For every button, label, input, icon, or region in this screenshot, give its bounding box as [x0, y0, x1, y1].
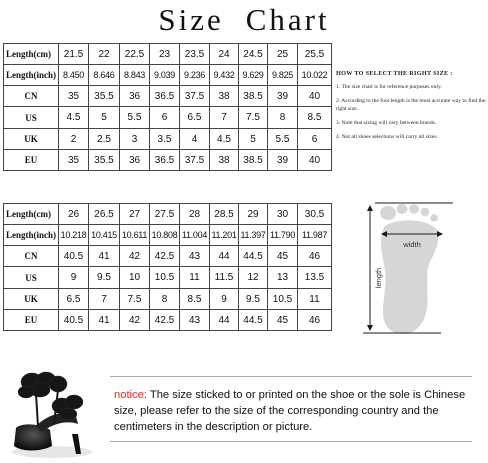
table-cell: 30.5: [298, 204, 332, 225]
table-cell: 11.004: [180, 225, 210, 246]
table-cell: 9: [59, 267, 89, 289]
foot-measurement-diagram: [345, 200, 485, 340]
length-label: length: [374, 267, 383, 289]
table-cell: 44: [210, 310, 239, 331]
table-cell: 35: [59, 150, 89, 171]
table-cell: 10.5: [150, 267, 180, 289]
platform-sandal-image: [2, 364, 112, 462]
table-cell: 36.5: [150, 150, 180, 171]
table-row: [4, 65, 332, 86]
table-cell: 44: [210, 246, 239, 267]
table-cell: 11.201: [210, 225, 239, 246]
table-cell: 9.039: [150, 65, 180, 86]
table-cell: 10.808: [150, 225, 180, 246]
table-cell: 22: [89, 44, 120, 65]
table-cell: 37.5: [180, 86, 210, 107]
table-row: [4, 129, 332, 150]
table-cell: 38.5: [239, 150, 268, 171]
table-cell: 23.5: [180, 44, 210, 65]
tip-item: 3. Note that sizing will vary between brands.: [336, 119, 437, 126]
row-label: CN: [4, 246, 59, 267]
table-row: [4, 225, 332, 246]
table-cell: 28.5: [210, 204, 239, 225]
table-cell: 26: [59, 204, 89, 225]
table-cell: 25: [268, 44, 298, 65]
row-label: Length(inch): [4, 65, 59, 86]
table-cell: 43: [180, 246, 210, 267]
table-row: [4, 289, 332, 310]
table-cell: 8: [268, 107, 298, 129]
table-cell: 11.5: [210, 267, 239, 289]
table-cell: 25.5: [298, 44, 332, 65]
row-label: Length(cm): [4, 44, 59, 65]
table-cell: 4.5: [59, 107, 89, 129]
table-cell: 37.5: [180, 150, 210, 171]
table-cell: 8: [150, 289, 180, 310]
table-cell: 23: [150, 44, 180, 65]
table-cell: 9.432: [210, 65, 239, 86]
table-cell: 38: [210, 150, 239, 171]
table-cell: 5: [239, 129, 268, 150]
table-cell: 9.236: [180, 65, 210, 86]
table-cell: 36: [120, 86, 150, 107]
row-label: UK: [4, 289, 59, 310]
table-cell: 40: [298, 86, 332, 107]
table-cell: 42.5: [150, 246, 180, 267]
table-cell: 35.5: [89, 150, 120, 171]
table-cell: 4.5: [210, 129, 239, 150]
table-cell: 13.5: [298, 267, 332, 289]
table-cell: 6: [298, 129, 332, 150]
tip-item: 4. Not all shoes selections will carry all sizes.: [336, 134, 438, 141]
title-word-size: Size: [158, 2, 224, 37]
table-cell: 41: [89, 310, 120, 331]
table-cell: 10.415: [89, 225, 120, 246]
width-label: width: [403, 240, 421, 249]
table-cell: 11: [180, 267, 210, 289]
table-cell: 6: [150, 107, 180, 129]
table-cell: 43: [180, 310, 210, 331]
table-cell: 39: [268, 86, 298, 107]
row-label: US: [4, 267, 59, 289]
table-cell: 4: [180, 129, 210, 150]
title-word-chart: Chart: [245, 2, 330, 37]
notice-body: The size sticked to or printed on the shoe or the sole is Chinese size, please refer to the size of the corresponding country and the centimeters in the description or picture.: [114, 389, 466, 433]
table-cell: 27.5: [150, 204, 180, 225]
table-cell: 30: [268, 204, 298, 225]
size-table-2: [3, 203, 332, 331]
table-cell: 2.5: [89, 129, 120, 150]
table-cell: 8.843: [120, 65, 150, 86]
table-cell: 13: [268, 267, 298, 289]
row-label: US: [4, 107, 59, 129]
tip-item: 1. The size chart is for reference purposes only.: [336, 84, 442, 91]
table-cell: 6.5: [59, 289, 89, 310]
table-cell: 42: [120, 246, 150, 267]
table-cell: 5.5: [268, 129, 298, 150]
table-cell: 27: [120, 204, 150, 225]
table-row: [4, 267, 332, 289]
table-cell: 42.5: [150, 310, 180, 331]
table-cell: 7: [89, 289, 120, 310]
row-label: CN: [4, 86, 59, 107]
table-cell: 39: [268, 150, 298, 171]
table-cell: 11.790: [268, 225, 298, 246]
table-cell: 8.450: [59, 65, 89, 86]
table-row: [4, 204, 332, 225]
table-cell: 12: [239, 267, 268, 289]
table-cell: 9: [210, 289, 239, 310]
table-cell: 28: [180, 204, 210, 225]
row-label: Length(inch): [4, 225, 59, 246]
table-row: [4, 150, 332, 171]
table-cell: 10.5: [268, 289, 298, 310]
table-cell: 45: [268, 310, 298, 331]
table-cell: 44.5: [239, 246, 268, 267]
table-cell: 41: [89, 246, 120, 267]
table-cell: 7: [210, 107, 239, 129]
table-cell: 45: [268, 246, 298, 267]
table-cell: 35.5: [89, 86, 120, 107]
table-cell: 5: [89, 107, 120, 129]
table-cell: 26.5: [89, 204, 120, 225]
table-cell: 10.611: [120, 225, 150, 246]
tip-item: 2. According to the foot length is the most accurate way to find the right size.: [336, 98, 486, 112]
table-cell: 9.629: [239, 65, 268, 86]
table-cell: 36.5: [150, 86, 180, 107]
footprint-icon: [380, 204, 438, 334]
table-cell: 40: [298, 150, 332, 171]
table-row: [4, 86, 332, 107]
tips-heading: HOW TO SELECT THE RIGHT SIZE :: [336, 70, 453, 77]
table-cell: 11.397: [239, 225, 268, 246]
table-cell: 7.5: [120, 289, 150, 310]
table-cell: 6.5: [180, 107, 210, 129]
notice-text: [114, 387, 474, 435]
table-cell: 36: [120, 150, 150, 171]
table-cell: 29: [239, 204, 268, 225]
table-row: [4, 44, 332, 65]
table-cell: 38.5: [239, 86, 268, 107]
table-cell: 3: [120, 129, 150, 150]
row-label: Length(cm): [4, 204, 59, 225]
size-table-1: [3, 43, 332, 171]
table-cell: 35: [59, 86, 89, 107]
table-cell: 8.5: [298, 107, 332, 129]
table-cell: 21.5: [59, 44, 89, 65]
table-row: [4, 310, 332, 331]
table-cell: 11.987: [298, 225, 332, 246]
table-cell: 46: [298, 246, 332, 267]
table-cell: 8.646: [89, 65, 120, 86]
table-cell: 9.5: [89, 267, 120, 289]
notice-label: notice:: [114, 389, 147, 401]
table-cell: 9.5: [239, 289, 268, 310]
table-cell: 2: [59, 129, 89, 150]
table-cell: 10: [120, 267, 150, 289]
table-row: [4, 107, 332, 129]
table-cell: 42: [120, 310, 150, 331]
table-cell: 9.825: [268, 65, 298, 86]
table-cell: 3.5: [150, 129, 180, 150]
table-cell: 10.218: [59, 225, 89, 246]
table-cell: 5.5: [120, 107, 150, 129]
table-row: [4, 246, 332, 267]
table-cell: 7.5: [239, 107, 268, 129]
row-label: UK: [4, 129, 59, 150]
table-cell: 11: [298, 289, 332, 310]
table-cell: 22.5: [120, 44, 150, 65]
table-cell: 40.5: [59, 310, 89, 331]
table-cell: 24: [210, 44, 239, 65]
row-label: EU: [4, 310, 59, 331]
size-selection-tips: [336, 70, 486, 148]
page-title: [0, 2, 488, 38]
table-cell: 10.022: [298, 65, 332, 86]
table-cell: 8.5: [180, 289, 210, 310]
table-cell: 44.5: [239, 310, 268, 331]
table-cell: 46: [298, 310, 332, 331]
table-cell: 40.5: [59, 246, 89, 267]
table-cell: 24.5: [239, 44, 268, 65]
row-label: EU: [4, 150, 59, 171]
table-cell: 38: [210, 86, 239, 107]
